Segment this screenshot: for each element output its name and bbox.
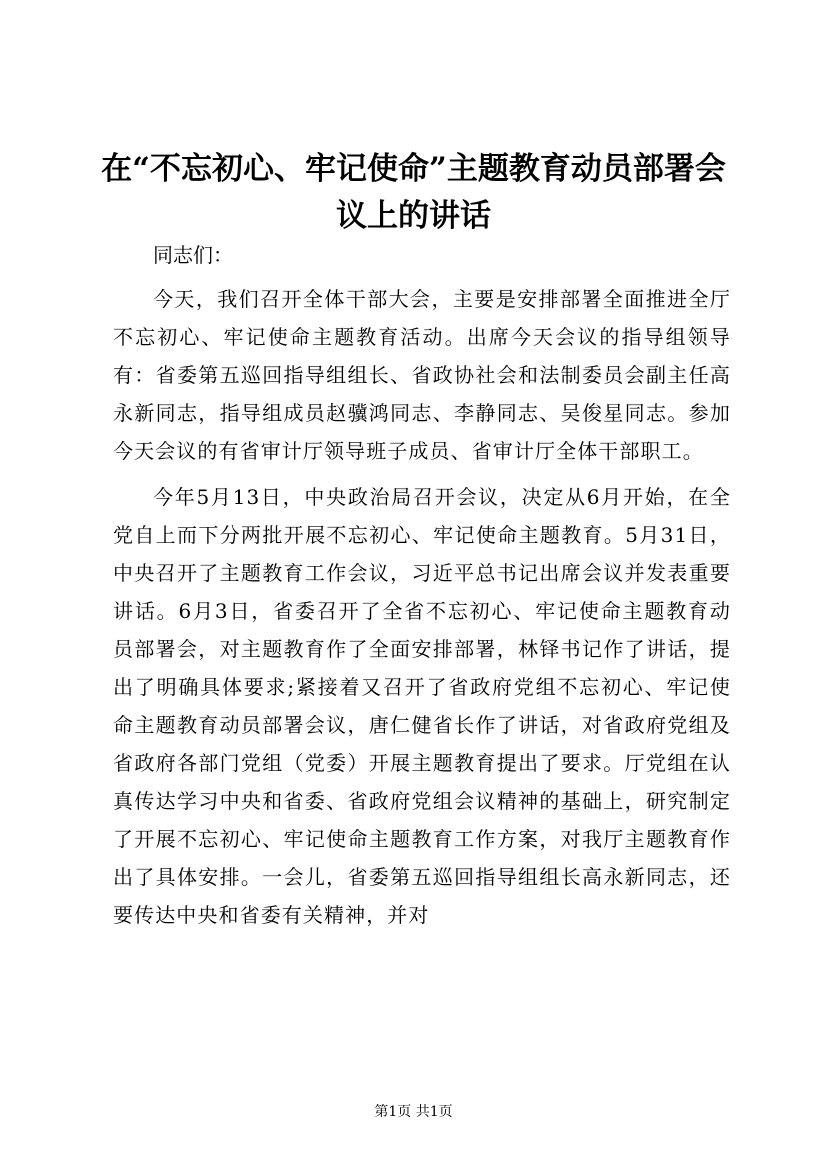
document-title: 在“不忘初心、牢记使命”主题教育动员部署会议上的讲话: [101, 151, 726, 234]
document-body: [113, 236, 731, 940]
paragraph-1: 今天，我们召开全体干部大会，主要是安排部署全面推进全厅不忘初心、牢记使命主题教育活动。出席今天会议的指导组领导有：省委第五巡回指导组组长、省政协社会和法制委员会副主任高永新同志，指导组成员赵骥鸿同志、李静同志、吴俊星同志。参加今天会议的有省审计厅领导班子成员、省审计厅全体干部职工。: [113, 287, 731, 463]
paragraph-2: 今年5月13日，中央政治局召开会议，决定从6月开始，在全党自上而下分两批开展不忘初心、牢记使命主题教育。5月31日，中央召开了主题教育工作会议，习近平总书记出席会议并发表重要讲话。6月3日，省委召开了全省不忘初心、牢记使命主题教育动员部署会，对主题教育作了全面安排部署，林铎书记作了讲话，提出了明确具体要求;紧接着又召开了省政府党组不忘初心、牢记使命主题教育动员部署会议，唐仁健省长作了讲话，对省政府党组及省政府各部门党组（党委）开展主题教育提出了要求。厅党组在认真传达学习中央和省委、省政府党组会议精神的基础上，研究制定了开展不忘初心、牢记使命主题教育工作方案，对我厅主题教育作出了具体安排。一会儿，省委第五巡回指导组组长高永新同志，还要传达中央和省委有关精神，并对: [113, 485, 731, 927]
greeting: 同志们：: [153, 243, 233, 267]
page-number-footer: 第1页 共1页: [374, 1104, 453, 1120]
